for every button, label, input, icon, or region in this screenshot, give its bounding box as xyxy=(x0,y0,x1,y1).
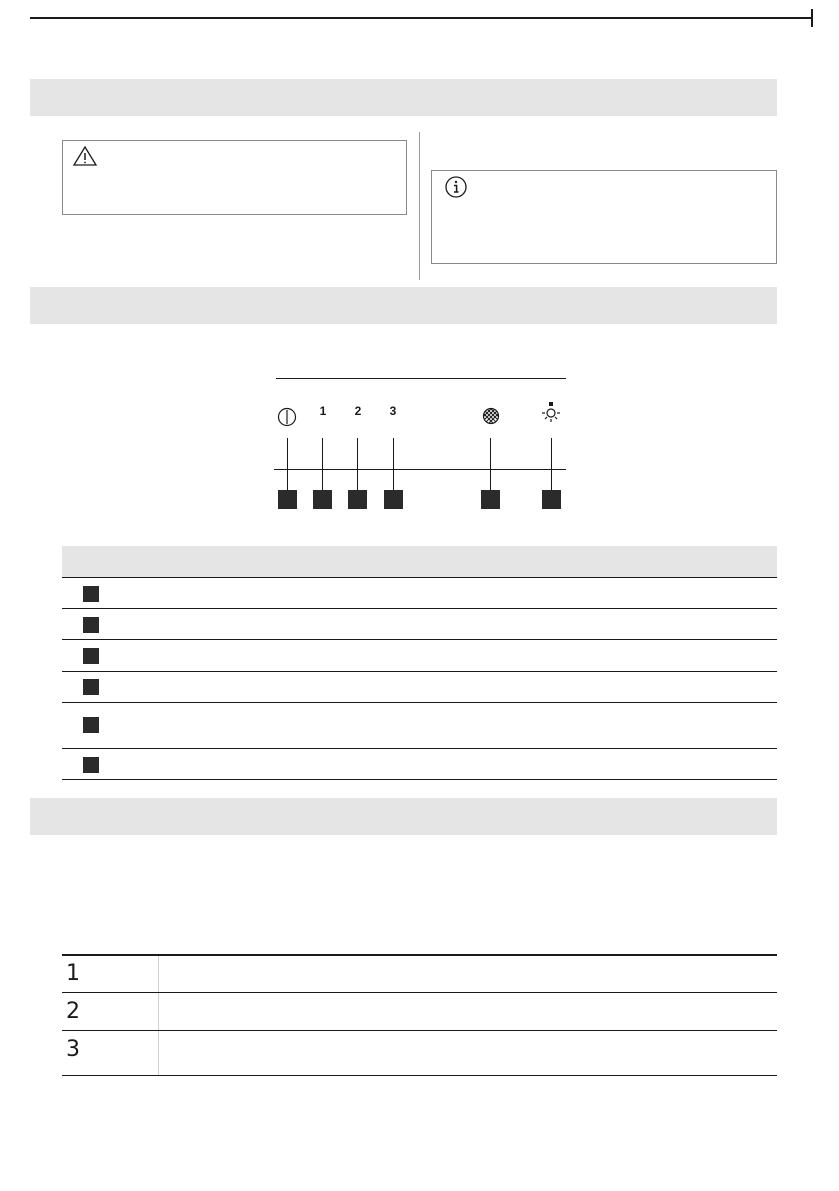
table-row xyxy=(62,1031,777,1076)
panel-marker-1 xyxy=(278,490,297,509)
row-marker xyxy=(83,586,99,602)
panel-stem-1 xyxy=(287,438,288,490)
speed-level-3: 3 xyxy=(66,1037,80,1062)
warning-triangle-icon xyxy=(72,145,98,167)
row-marker xyxy=(83,757,99,773)
controls-table xyxy=(62,546,777,780)
table-row xyxy=(62,993,777,1031)
row-marker xyxy=(83,717,99,733)
panel-marker-4 xyxy=(384,490,403,509)
panel-label-speed-1: 1 xyxy=(319,404,327,418)
table-row xyxy=(62,749,777,780)
warning-box xyxy=(62,140,407,215)
section-header-operation xyxy=(30,798,777,835)
table-row xyxy=(62,640,777,672)
column-divider xyxy=(419,132,420,280)
info-circle-icon xyxy=(444,175,468,199)
table-row xyxy=(62,703,777,749)
panel-marker-2 xyxy=(313,490,332,509)
table-row xyxy=(62,578,777,609)
row-marker xyxy=(83,648,99,664)
panel-marker-5 xyxy=(481,490,500,509)
speed-level-1: 1 xyxy=(66,961,80,986)
row-marker xyxy=(83,679,99,695)
section-header-safety xyxy=(30,79,777,116)
speed-level-2: 2 xyxy=(66,999,80,1024)
light-bulb-icon xyxy=(540,400,562,426)
row-marker xyxy=(83,617,99,633)
table-row xyxy=(62,956,777,993)
grease-filter-icon xyxy=(480,406,502,426)
panel-top-edge xyxy=(276,378,566,379)
panel-label-speed-2: 2 xyxy=(354,404,362,418)
panel-bottom-edge xyxy=(274,469,566,470)
controls-table-header xyxy=(62,546,777,578)
table-row xyxy=(62,672,777,703)
section-header-control-panel xyxy=(30,287,777,324)
panel-marker-6 xyxy=(542,490,561,509)
top-rule xyxy=(30,17,811,19)
power-icon xyxy=(277,406,297,428)
panel-stem-3 xyxy=(357,438,358,490)
panel-stem-6 xyxy=(551,438,552,490)
control-panel-diagram xyxy=(274,378,566,510)
panel-stem-4 xyxy=(393,438,394,490)
panel-stem-2 xyxy=(322,438,323,490)
table-row xyxy=(62,609,777,640)
info-box xyxy=(431,170,777,264)
panel-marker-3 xyxy=(348,490,367,509)
panel-label-speed-3: 3 xyxy=(389,404,397,418)
panel-stem-5 xyxy=(490,438,491,490)
speed-table xyxy=(62,954,777,1076)
top-rule-tick xyxy=(811,9,813,27)
